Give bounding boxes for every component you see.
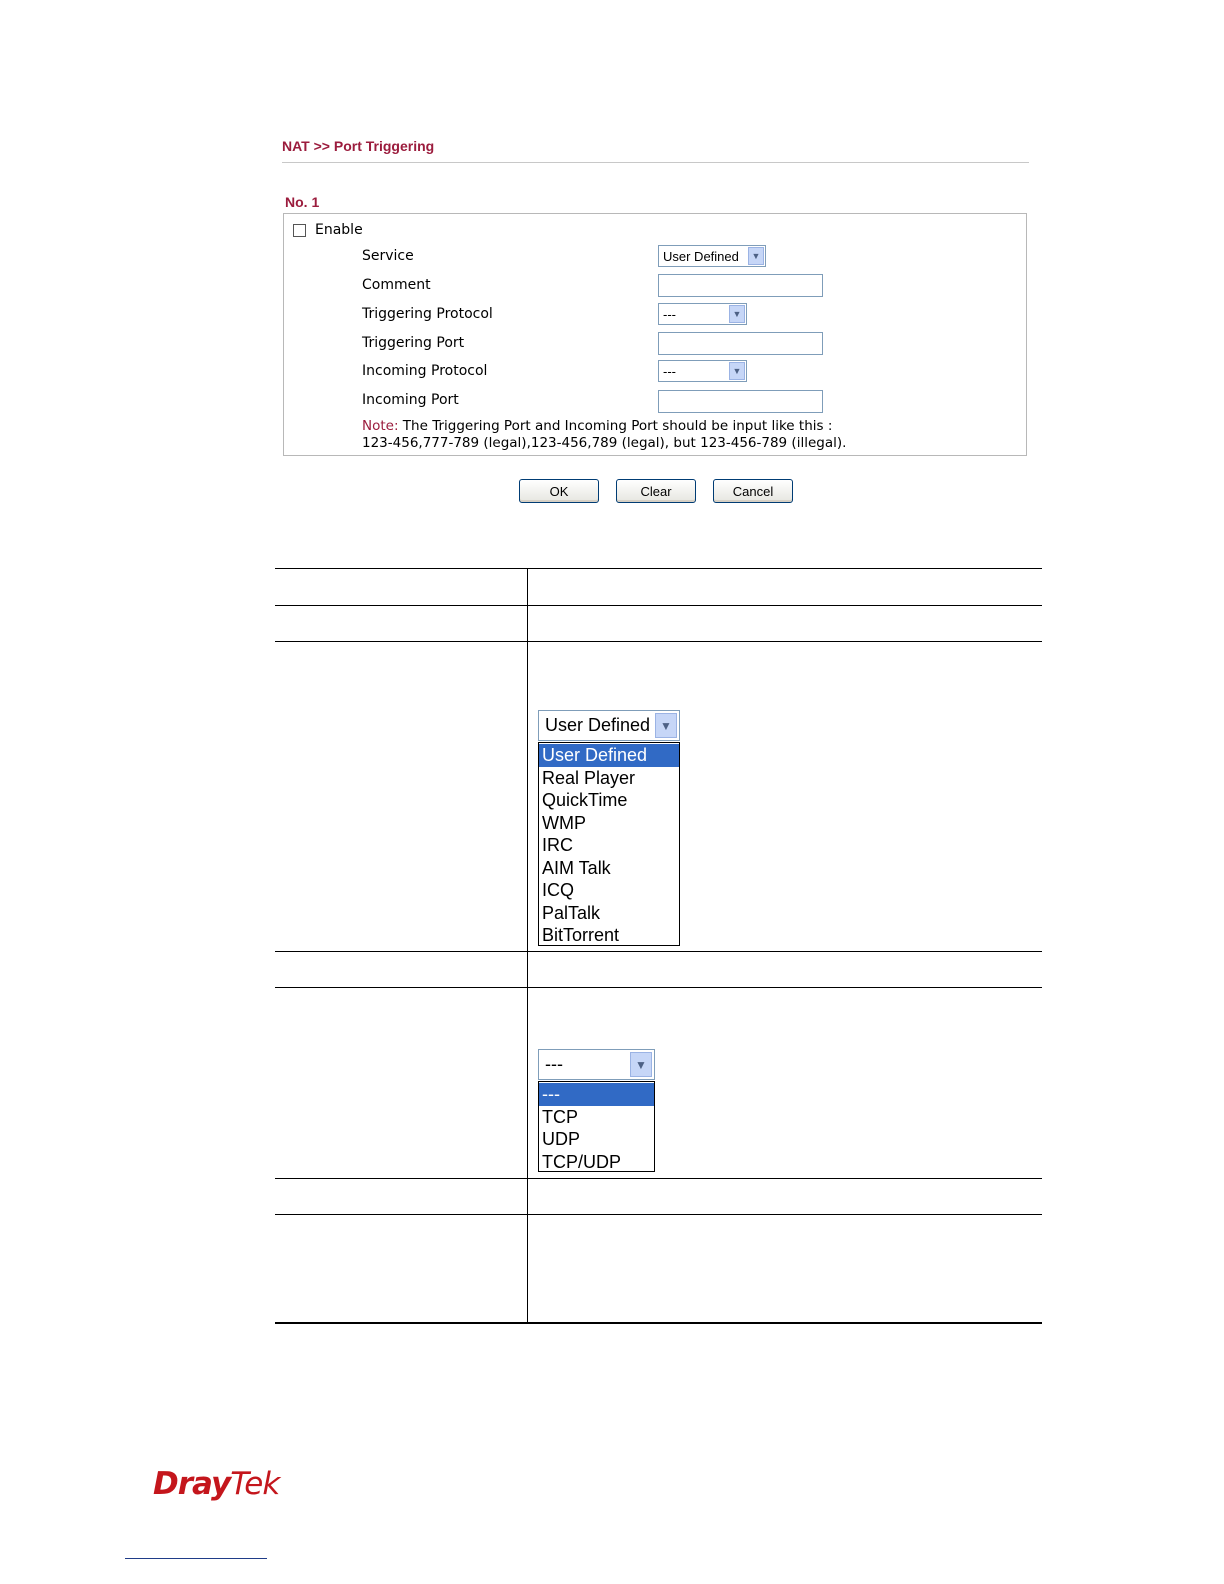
service-option[interactable]: BitTorrent [542, 925, 620, 945]
service-label: Service [362, 248, 414, 264]
table-rule-bottom [275, 1322, 1042, 1324]
enable-label: Enable [315, 222, 363, 238]
footer-rule [125, 1558, 267, 1559]
table-rule [275, 1178, 1042, 1179]
triggering-protocol-select[interactable] [658, 303, 747, 325]
triggering-port-input[interactable] [658, 332, 823, 355]
note-line-2: 123-456,777-789 (legal),123-456,789 (legal), but 123-456-789 (illegal). [362, 435, 847, 451]
draytek-logo [153, 1466, 279, 1502]
chevron-down-icon: ▼ [748, 247, 764, 265]
table-rule [275, 641, 1042, 642]
incoming-protocol-value: --- [663, 363, 676, 379]
service-option[interactable]: ICQ [542, 880, 575, 900]
service-option[interactable]: WMP [542, 812, 586, 833]
service-select[interactable] [658, 245, 766, 267]
note-label: Note: [362, 418, 399, 434]
protocol-dropdown-value: --- [545, 1054, 563, 1074]
protocol-option[interactable]: UDP [542, 1129, 581, 1149]
clear-button[interactable]: Clear [616, 479, 696, 503]
incoming-port-label: Incoming Port [362, 392, 459, 408]
table-rule [275, 951, 1042, 952]
logo-part-2: Tek [230, 1466, 280, 1502]
service-dropdown-list [538, 742, 680, 946]
table-column-divider [527, 568, 528, 1323]
incoming-protocol-label: Incoming Protocol [362, 363, 488, 379]
protocol-option[interactable]: TCP/UDP [542, 1151, 622, 1172]
logo-part-1: Dray [153, 1466, 231, 1502]
service-option[interactable]: IRC [542, 835, 573, 855]
enable-checkbox[interactable] [293, 224, 306, 237]
chevron-down-icon: ▼ [630, 1052, 652, 1077]
service-option[interactable]: Real Player [542, 767, 636, 788]
service-option[interactable]: PalTalk [542, 902, 601, 923]
triggering-protocol-label: Triggering Protocol [362, 306, 493, 322]
enable-row[interactable] [293, 222, 363, 238]
note-text [362, 418, 846, 452]
comment-label: Comment [362, 277, 431, 293]
triggering-port-label: Triggering Port [362, 335, 465, 351]
service-option[interactable]: User Defined [539, 744, 679, 767]
chevron-down-icon: ▼ [655, 713, 677, 738]
protocol-option[interactable]: TCP [542, 1106, 578, 1127]
chevron-down-icon: ▼ [729, 362, 745, 380]
cancel-button[interactable]: Cancel [713, 479, 793, 503]
incoming-port-input[interactable] [658, 390, 823, 413]
table-rule [275, 605, 1042, 606]
service-dropdown-closed[interactable] [538, 710, 680, 741]
service-option[interactable]: QuickTime [542, 790, 628, 810]
comment-input[interactable] [658, 274, 823, 297]
breadcrumb: NAT >> Port Triggering [282, 138, 435, 154]
table-rule-top [275, 568, 1042, 569]
ok-button[interactable]: OK [519, 479, 599, 503]
protocol-option[interactable]: --- [539, 1083, 654, 1106]
chevron-down-icon: ▼ [729, 305, 745, 323]
entry-title: No. 1 [285, 194, 320, 210]
incoming-protocol-select[interactable] [658, 360, 747, 382]
service-option[interactable]: AIM Talk [542, 857, 611, 878]
note-line-1: The Triggering Port and Incoming Port should be input like this : [398, 418, 833, 434]
protocol-dropdown-closed[interactable] [538, 1049, 655, 1080]
service-select-value: User Defined [663, 248, 739, 264]
table-rule [275, 987, 1042, 988]
triggering-protocol-value: --- [663, 306, 676, 322]
protocol-dropdown-list [538, 1081, 655, 1172]
service-dropdown-value: User Defined [545, 715, 651, 735]
table-rule [275, 1214, 1042, 1215]
breadcrumb-divider [282, 162, 1029, 163]
